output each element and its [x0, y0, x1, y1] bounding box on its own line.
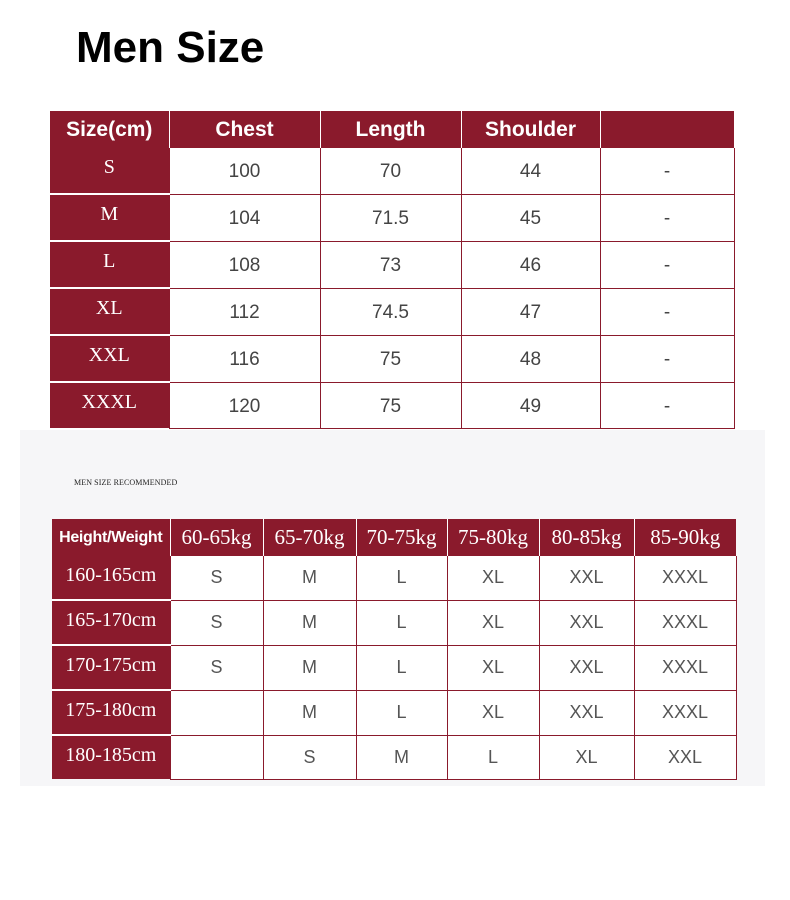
chest-cell: 100 [169, 148, 320, 194]
height-label: 175-180cm [52, 690, 170, 735]
shoulder-cell: 45 [461, 194, 600, 241]
chest-cell: 120 [169, 382, 320, 428]
recommended-size-cell: M [263, 600, 356, 645]
recommended-size-cell: XL [447, 556, 539, 600]
recommended-size-cell: XL [447, 645, 539, 690]
recommended-size-cell [170, 735, 263, 779]
length-cell: 75 [320, 382, 461, 428]
shoulder-cell: 47 [461, 288, 600, 335]
recommended-size-cell: M [263, 690, 356, 735]
recommended-size-cell: XXXL [634, 600, 736, 645]
weight-header: 65-70kg [263, 519, 356, 556]
table-row [52, 690, 736, 735]
height-label: 160-165cm [52, 556, 170, 600]
shoulder-cell: 44 [461, 148, 600, 194]
recommended-size-cell: S [170, 556, 263, 600]
recommended-size-cell: M [356, 735, 447, 779]
table-row [52, 645, 736, 690]
size-header-blank [600, 111, 734, 148]
extra-cell: - [600, 194, 734, 241]
shoulder-cell: 46 [461, 241, 600, 288]
size-header-size: Size(cm) [50, 111, 169, 148]
recommendation-label: MEN SIZE RECOMMENDED [74, 478, 178, 487]
recommended-size-cell: XXXL [634, 690, 736, 735]
size-chart-header-row [50, 111, 734, 148]
extra-cell: - [600, 241, 734, 288]
recommended-size-cell: M [263, 645, 356, 690]
extra-cell: - [600, 288, 734, 335]
height-label: 180-185cm [52, 735, 170, 779]
size-label: XXL [50, 335, 169, 382]
size-label: XXXL [50, 382, 169, 428]
chest-cell: 108 [169, 241, 320, 288]
table-row [52, 735, 736, 779]
recommended-size-cell: XL [447, 600, 539, 645]
recommended-size-cell [170, 690, 263, 735]
chest-cell: 104 [169, 194, 320, 241]
table-row [52, 556, 736, 600]
extra-cell: - [600, 335, 734, 382]
recommended-size-cell: XXXL [634, 645, 736, 690]
shoulder-cell: 49 [461, 382, 600, 428]
height-label: 170-175cm [52, 645, 170, 690]
size-label: S [50, 148, 169, 194]
recommended-size-cell: S [263, 735, 356, 779]
recommendation-header-row [52, 519, 736, 556]
page-title: Men Size [76, 23, 265, 72]
recommended-size-cell: L [356, 600, 447, 645]
chest-cell: 112 [169, 288, 320, 335]
weight-header: 70-75kg [356, 519, 447, 556]
extra-cell: - [600, 382, 734, 428]
size-chart-table [50, 111, 735, 429]
height-weight-header: Height/Weight [52, 519, 170, 556]
height-label: 165-170cm [52, 600, 170, 645]
weight-header: 80-85kg [539, 519, 634, 556]
size-header-chest: Chest [169, 111, 320, 148]
length-cell: 75 [320, 335, 461, 382]
recommended-size-cell: XXL [539, 645, 634, 690]
table-row [50, 148, 734, 194]
recommended-size-cell: XXL [539, 600, 634, 645]
size-header-shoulder: Shoulder [461, 111, 600, 148]
recommended-size-cell: L [356, 556, 447, 600]
weight-header: 85-90kg [634, 519, 736, 556]
recommended-size-cell: L [356, 690, 447, 735]
table-row [50, 194, 734, 241]
recommended-size-cell: L [356, 645, 447, 690]
length-cell: 74.5 [320, 288, 461, 335]
recommended-size-cell: XXXL [634, 556, 736, 600]
table-row [50, 241, 734, 288]
length-cell: 73 [320, 241, 461, 288]
recommended-size-cell: XXL [539, 690, 634, 735]
shoulder-cell: 48 [461, 335, 600, 382]
table-row [50, 288, 734, 335]
length-cell: 70 [320, 148, 461, 194]
chest-cell: 116 [169, 335, 320, 382]
recommended-size-cell: L [447, 735, 539, 779]
size-label: M [50, 194, 169, 241]
recommended-size-cell: XL [539, 735, 634, 779]
recommended-size-cell: S [170, 600, 263, 645]
size-header-length: Length [320, 111, 461, 148]
table-row [50, 382, 734, 428]
table-row [52, 600, 736, 645]
extra-cell: - [600, 148, 734, 194]
recommended-size-cell: M [263, 556, 356, 600]
weight-header: 60-65kg [170, 519, 263, 556]
recommended-size-cell: XXL [539, 556, 634, 600]
recommended-size-cell: XL [447, 690, 539, 735]
recommended-size-cell: S [170, 645, 263, 690]
weight-header: 75-80kg [447, 519, 539, 556]
size-recommendation-table [52, 519, 737, 780]
size-label: XL [50, 288, 169, 335]
length-cell: 71.5 [320, 194, 461, 241]
recommended-size-cell: XXL [634, 735, 736, 779]
table-row [50, 335, 734, 382]
size-label: L [50, 241, 169, 288]
